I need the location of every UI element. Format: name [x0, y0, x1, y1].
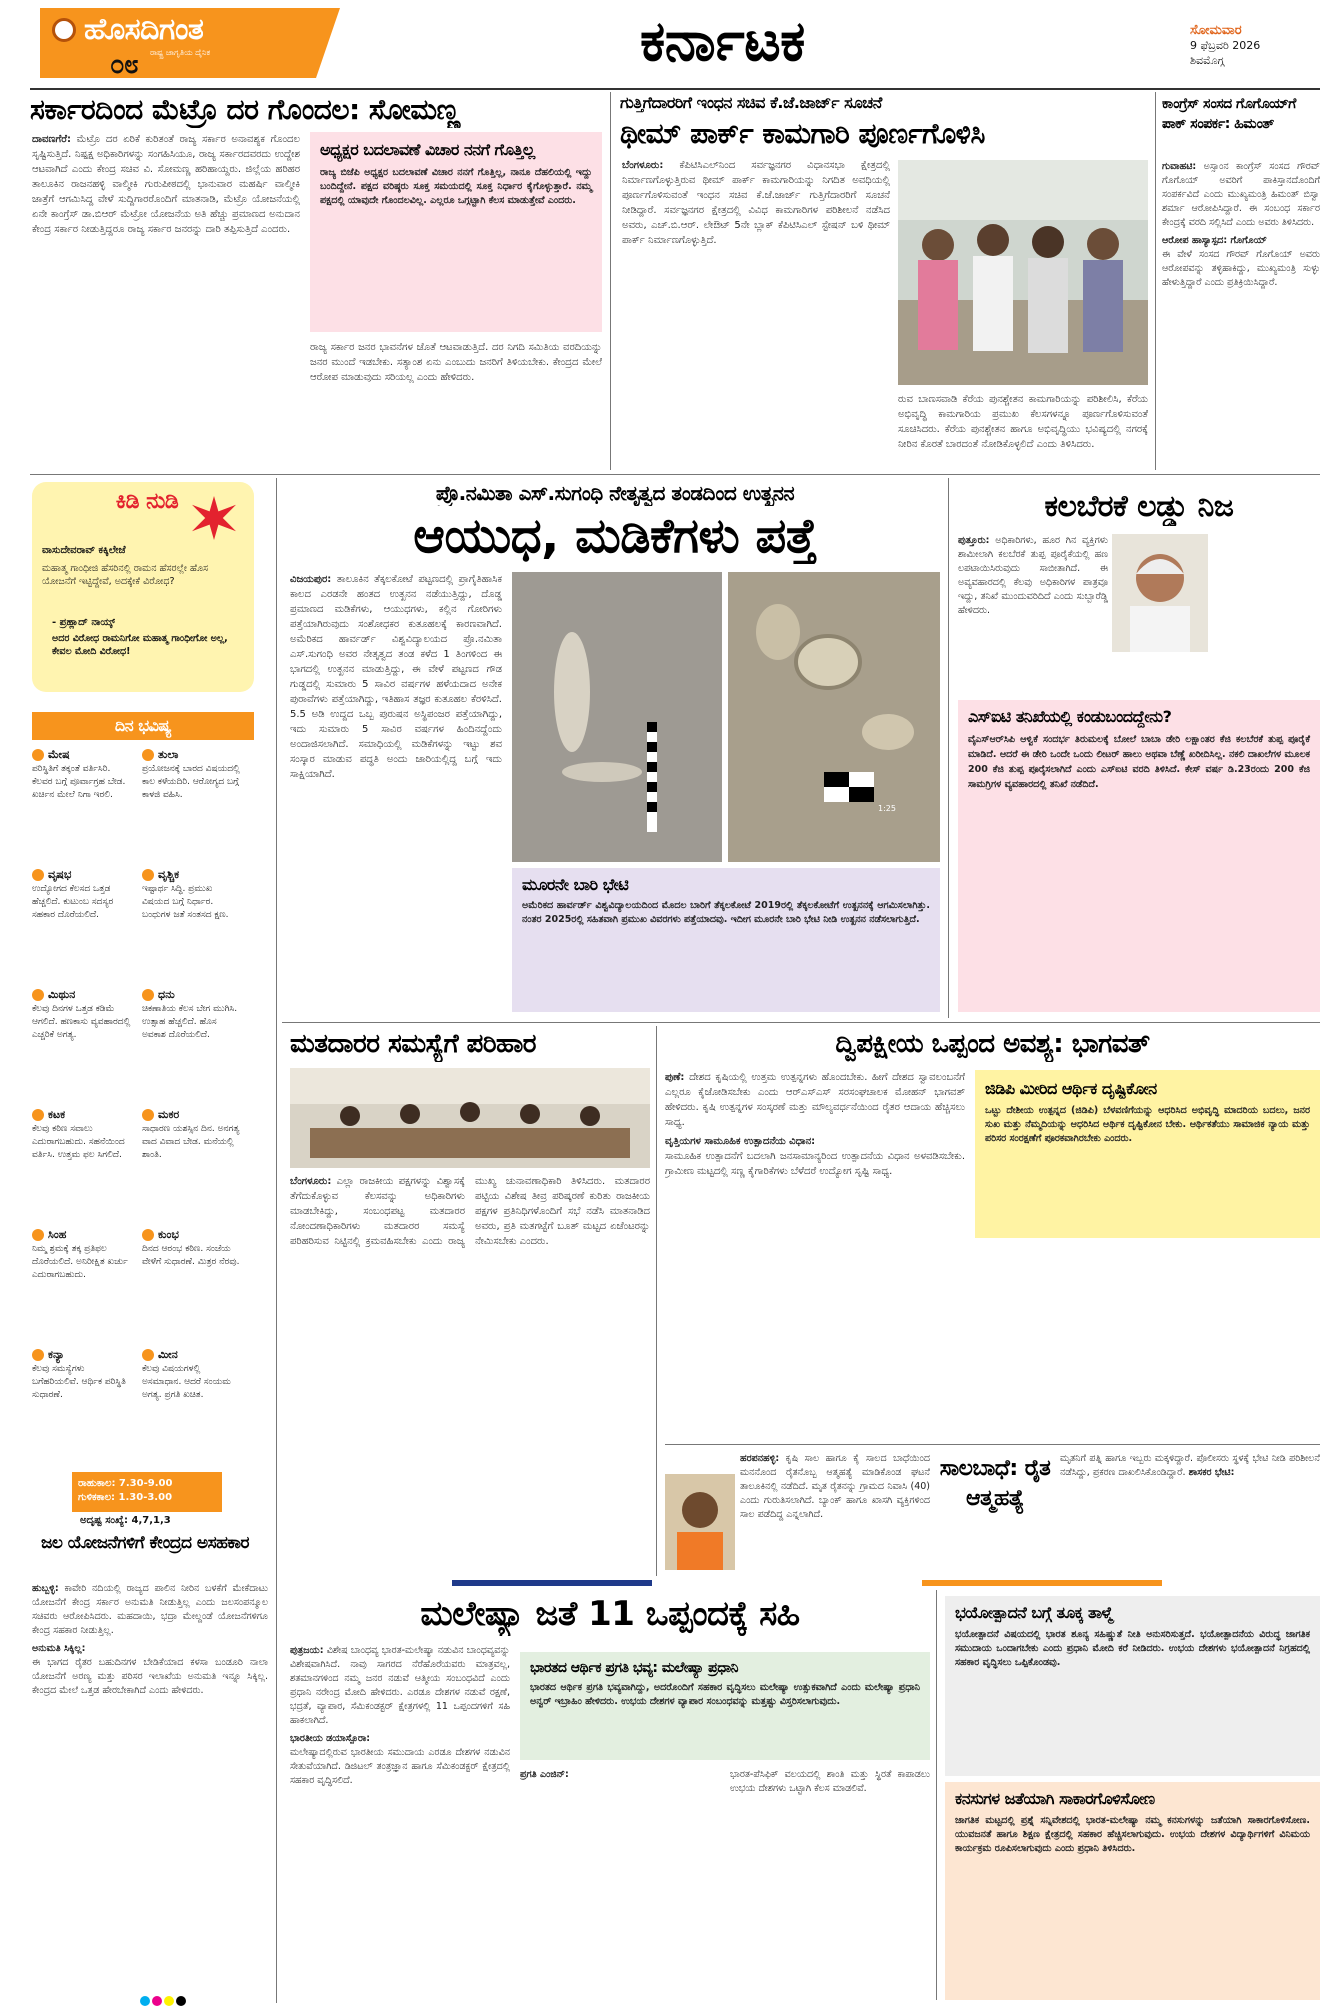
horoscope-sign-name	[32, 1108, 132, 1123]
story4-dateline: ವಿಜಯಪುರ:	[290, 574, 332, 585]
story1-body-col2: ರಾಜ್ಯ ಸರ್ಕಾರ ಜನರ ಭಾವನೆಗಳ ಜೊತೆ ಆಟವಾಡುತ್ತಿದೆ. ದರ ನಿಗದಿ ಸಮಿತಿಯ ವರದಿಯನ್ನು ಜನರ ಮುಂದೆ ಇಡಬೇಕು. ಸತ್ಯಾಂಶ ಏನು ಎಂಬುದು ಜನರಿಗೆ ತಿಳಿಯಬೇಕು. ಕೇಂದ್ರದ ಮೇಲೆ ಆರೋಪ ಮಾಡುವುದು ಸರಿಯಲ್ಲ ಎಂದು ಹೇಳಿದರು.	[310, 342, 602, 383]
horoscope-grid	[32, 748, 254, 1472]
divider-v6	[936, 1590, 937, 2000]
story10-box-title: ಭಾರತದ ಆರ್ಥಿಕ ಪ್ರಗತಿ ಭವ್ಯ: ಮಲೇಷ್ಯಾ ಪ್ರಧಾನಿ	[530, 1660, 738, 1676]
story8-body-col1	[740, 1452, 930, 1572]
story10-body2: ಮಲೇಷ್ಯಾದಲ್ಲಿರುವ ಭಾರತೀಯ ಸಮುದಾಯ ಎರಡೂ ದೇಶಗಳ ನಡುವಿನ ಸೇತುವೆಯಾಗಿದೆ. ಡಿಜಿಟಲ್ ತಂತ್ರಜ್ಞಾನ ಹಾಗೂ ಸೆಮಿಕಂಡಕ್ಟರ್ ಕ್ಷೇತ್ರದಲ್ಲಿ ಸಹಕಾರ ವೃದ್ಧಿಸಲಿದೆ.	[290, 1747, 510, 1786]
story7-dateline: ಪುಣೆ:	[665, 1072, 685, 1083]
horoscope-sign-label: ಧನು	[158, 988, 175, 1001]
horoscope-sign-label: ತುಲಾ	[158, 748, 179, 761]
story3-body2: ಈ ವೇಳೆ ಸಂಸದ ಗೌರವ್ ಗೊಗೊಯ್ ಅವರು ಆರೋಪವನ್ನು ತಳ್ಳಿಹಾಕಿದ್ದು, ಮುಖ್ಯಮಂತ್ರಿ ಸುಳ್ಳು ಹೇಳುತ್ತಿದ್ದಾರೆ ಎಂದು ಪ್ರತಿಕ್ರಿಯಿಸಿದ್ದಾರೆ.	[1162, 249, 1320, 288]
masthead-divider	[30, 88, 1320, 90]
story4-inset-box	[512, 868, 940, 1012]
horoscope-sign-name	[142, 1228, 242, 1243]
story1-dateline: ದಾವಣಗೆರೆ:	[32, 134, 71, 145]
story2-body1: ಕೆಪಿಟಿಸಿಎಲ್‌ನಿಂದ ಸರ್ವಜ್ಞನಗರ ವಿಧಾನಸಭಾ ಕ್ಷೇತ್ರದಲ್ಲಿ ನಿರ್ಮಾಣಗೊಳ್ಳುತ್ತಿರುವ ಥೀಮ್ ಪಾರ್ಕ್ ಕಾಮಗಾರಿಯನ್ನು ನಿಗದಿತ ಅವಧಿಯಲ್ಲಿ ಪೂರ್ಣಗೊಳಿಸುವಂತೆ ಇಂಧನ ಸಚಿವ ಕೆ.ಜೆ.ಜಾರ್ಜ್ ಗುತ್ತಿಗೆದಾರರಿಗೆ ಸೂಚನೆ ನೀಡಿದ್ದಾರೆ. ಸರ್ವಜ್ಞನಗರ ಕ್ಷೇತ್ರದಲ್ಲಿ ವಿವಿಧ ಕಾಮಗಾರಿಗಳ ಪರಿಶೀಲನೆ ನಡೆಸಿದ ಅವರು, ಎಚ್.ಬಿ.ಆರ್. ಲೇಔಟ್ 5ನೇ ಬ್ಲಾಕ್ ಕೆಪಿಟಿಸಿಎಲ್ ಸ್ಟೇಷನ್ ಬಳಿ ಥೀಮ್ ಪಾರ್ಕ್ ನಿರ್ಮಾಣಗೊಳ್ಳುತ್ತಿದೆ.	[622, 160, 890, 246]
story2-photo	[898, 160, 1148, 385]
story2-headline: ಥೀಮ್ ಪಾರ್ಕ್ ಕಾಮಗಾರಿ ಪೂರ್ಣಗೊಳಿಸಿ	[620, 117, 985, 150]
kidi-author: ವಾಸುದೇವರಾವ್ ಕಕ್ಕಿಲೇಜೆ	[42, 545, 126, 556]
divider-h2	[282, 1022, 1320, 1023]
story8-body2: ಮೃತನಿಗೆ ಪತ್ನಿ ಹಾಗೂ ಇಬ್ಬರು ಮಕ್ಕಳಿದ್ದಾರೆ. ಪೊಲೀಸರು ಸ್ಥಳಕ್ಕೆ ಭೇಟಿ ನೀಡಿ ಪರಿಶೀಲನೆ ನಡೆಸಿದ್ದು, ಪ್ರಕರಣ ದಾಖಲಿಸಿಕೊಂಡಿದ್ದಾರೆ.	[1060, 1453, 1320, 1478]
horoscope-sign	[32, 748, 132, 802]
story10-box	[520, 1652, 930, 1760]
story4-body-col1	[290, 572, 502, 1012]
story12-box	[945, 1782, 1320, 2000]
story3-dateline: ಗುವಾಹಟಿ:	[1162, 161, 1197, 172]
story10-subhead2: ಪ್ರಗತಿ ಎಂಜಿನ್:	[520, 1769, 569, 1780]
kidi-answer: ಅದರ ವಿರೋಧ ರಾಮನಿಗೋ ಮಹಾತ್ಮ ಗಾಂಧೀಗೋ ಅಲ್ಲ, ಕೇವಲ ಮೋದಿ ವಿರೋಧ!	[52, 633, 228, 657]
horoscope-sign-text: ಕೆಲವು ಸಮಸ್ಯೆಗಳು ಬಗೆಹರಿಯಲಿವೆ. ಆರ್ಥಿಕ ಪರಿಸ್ಥಿತಿ ಸುಧಾರಣೆ.	[32, 1363, 126, 1400]
horoscope-sign-label: ಕನ್ಯಾ	[48, 1348, 65, 1361]
story1-body-col1	[32, 132, 300, 467]
story8-portrait	[665, 1474, 735, 1570]
horoscope-sign	[142, 1108, 242, 1162]
horoscope-sign-text: ಪ್ರಯೋಜನಕ್ಕೆ ಬಾರದ ವಿಷಯದಲ್ಲಿ ಕಾಲ ಕಳೆಯದಿರಿ. ಆರೋಗ್ಯದ ಬಗ್ಗೆ ಕಾಳಜಿ ವಹಿಸಿ.	[142, 763, 240, 800]
story8-body1: ಕೃಷಿ ಸಾಲ ಹಾಗೂ ಕೈ ಸಾಲದ ಬಾಧೆಯಿಂದ ಮನನೊಂದ ರೈತನೊಬ್ಬ ಆತ್ಮಹತ್ಯೆ ಮಾಡಿಕೊಂಡ ಘಟನೆ ತಾಲೂಕಿನಲ್ಲಿ ನಡೆದಿದೆ. ಮೃತ ರೈತನನ್ನು ಗ್ರಾಮದ ನಿವಾಸಿ (40) ಎಂದು ಗುರುತಿಸಲಾಗಿದೆ. ಬ್ಯಾಂಕ್ ಹಾಗೂ ಖಾಸಗಿ ವ್ಯಕ್ತಿಗಳಿಂದ ಸಾಲ ಪಡೆದಿದ್ದ ಎನ್ನಲಾಗಿದೆ.	[740, 1453, 930, 1520]
pottery-excavation-illustration	[728, 572, 940, 862]
story6-body	[290, 1174, 650, 1574]
zodiac-icon	[32, 1349, 44, 1361]
story5-body1: ಅಧಿಕಾರಿಗಳು, ಹೂರ ಗಿನ ವ್ಯಕ್ತಿಗಳು ಶಾಮೀಲಾಗಿ ಕಲಬೆರಕೆ ತುಪ್ಪ ಪೂರೈಕೆಯಲ್ಲಿ ಹಣ ಲಪಟಾಯಿಸಿರುವುದು ಸಾಬೀತಾಗಿದೆ. ಈ ಅವ್ಯವಹಾರದಲ್ಲಿ ಕೆಲವು ಅಧಿಕಾರಿಗಳ ಪಾತ್ರವೂ ಇದ್ದು, ತನಿಖೆ ಮುಂದುವರಿದಿದೆ ಎಂದು ಸುಬ್ಬಾರೆಡ್ಡಿ ಹೇಳಿದರು.	[958, 535, 1108, 616]
divider-v3	[276, 478, 277, 2003]
horoscope-sign	[32, 1228, 132, 1282]
story6-photo	[290, 1068, 650, 1168]
horoscope-sign-label: ಕುಂಭ	[158, 1228, 179, 1241]
zodiac-icon	[32, 749, 44, 761]
divider-v1	[610, 92, 611, 470]
horoscope-sign-name	[142, 988, 242, 1003]
horoscope-sign-text: ನಿಮ್ಮ ಶ್ರಮಕ್ಕೆ ತಕ್ಕ ಪ್ರತಿಫಲ ದೊರೆಯಲಿದೆ. ಅನಿರೀಕ್ಷಿತ ಖರ್ಚು ಎದುರಾಗಬಹುದು.	[32, 1243, 128, 1280]
story2-kicker: ಗುತ್ತಿಗೆದಾರರಿಗೆ ಇಂಧನ ಸಚಿವ ಕೆ.ಜೆ.ಜಾರ್ಜ್ ಸೂಚನೆ	[620, 93, 882, 112]
horoscope-sign-name	[142, 868, 242, 883]
story1-headline: ಸರ್ಕಾರದಿಂದ ಮೆಟ್ರೊ ದರ ಗೊಂದಲ: ಸೋಮಣ್ಣ	[30, 93, 460, 126]
story4-inset-title: ಮೂರನೇ ಬಾರಿ ಭೇಟಿ	[522, 875, 629, 894]
horoscope-sign	[142, 1348, 242, 1402]
horoscope-sign	[142, 748, 242, 802]
story1-inset-body: ರಾಜ್ಯ ಬಿಜೆಪಿ ಅಧ್ಯಕ್ಷರ ಬದಲಾವಣೆ ವಿಚಾರ ನನಗೆ ಗೊತ್ತಿಲ್ಲ, ನಾನೂ ದೆಹಲಿಯಲ್ಲಿ ಇದ್ದು ಬಂದಿದ್ದೇನೆ. ಪಕ್ಷದ ವರಿಷ್ಠರು ಸೂಕ್ತ ಸಮಯದಲ್ಲಿ ಸೂಕ್ತ ನಿರ್ಧಾರ ಕೈಗೊಳ್ಳುತ್ತಾರೆ. ನಮ್ಮ ಪಕ್ಷದಲ್ಲಿ ಯಾವುದೇ ಗೊಂದಲವಿಲ್ಲ. ಎಲ್ಲರೂ ಒಗ್ಗಟ್ಟಾಗಿ ಕೆಲಸ ಮಾಡುತ್ತೇವೆ ಎಂದರು.	[320, 167, 592, 206]
logo-tagline: ರಾಷ್ಟ್ರ ಜಾಗೃತಿಯ ದೈನಿಕ	[150, 48, 211, 57]
story5-headline: ಕಲಬೆರಕೆ ಲಡ್ಡು ನಿಜ	[1044, 489, 1234, 524]
horoscope-sign-name	[32, 1348, 132, 1363]
horoscope-sign	[32, 1348, 132, 1402]
horoscope-sign-text: ಸಾಧಾರಣ ಯಶಸ್ಸಿನ ದಿನ. ಅನಗತ್ಯ ವಾದ ವಿವಾದ ಬೇಡ. ಮನೆಯಲ್ಲಿ ಶಾಂತಿ.	[142, 1123, 240, 1160]
horoscope-sign	[142, 988, 242, 1042]
story9-dateline: ಹುಬ್ಬಳ್ಳಿ:	[32, 1583, 59, 1594]
story10-dateline: ಪುತ್ರಜಯ:	[290, 1645, 324, 1656]
divider-v4	[948, 478, 949, 1018]
page-number: ೦೮	[110, 50, 139, 80]
strip-blue	[452, 1580, 652, 1586]
story7-body1: ದೇಶದ ಕೃಷಿಯಲ್ಲಿ ಉತ್ತಮ ಉತ್ಪನ್ನಗಳು ಹೊಂದಬೇಕು. ಹೀಗೆ ದೇಶದ ಸ್ವಾವಲಂಬನೆಗೆ ಎಲ್ಲರೂ ಕೈಜೋಡಿಸಬೇಕು ಎಂದು ಆರ್‌ಎಸ್‌ಎಸ್ ಸರಸಂಘಚಾಲಕ ಮೋಹನ್ ಭಾಗವತ್ ಹೇಳಿದರು. ಕೃಷಿ ಉತ್ಪನ್ನಗಳ ಸಂಸ್ಕರಣೆ ಮತ್ತು ಮೌಲ್ಯವರ್ಧನೆಯಿಂದ ರೈತರ ಆದಾಯ ಹೆಚ್ಚಿಸಲು ಸಾಧ್ಯ.	[665, 1072, 965, 1128]
reg-mark-cyan	[140, 1996, 150, 2006]
horoscope-sign-label: ಮಕರ	[158, 1108, 180, 1121]
story6-dateline: ಬೆಂಗಳೂರು:	[290, 1176, 332, 1187]
kidi-question: ಮಹಾತ್ಮ ಗಾಂಧೀಜಿ ಹೆಸರಿನಲ್ಲಿ ರಾಮನ ಹೆಸರಲ್ಲೇ ಹೊಸ ಯೋಜನೆಗೆ ಇಟ್ಟಿದ್ದೇವೆ, ಅದಕ್ಕೇಕೆ ವಿರೋಧ?	[42, 563, 209, 587]
horoscope-sign-label: ಕಟಕ	[48, 1108, 66, 1121]
masthead	[0, 0, 1325, 86]
date-day: ಸೋಮವಾರ	[1190, 23, 1242, 38]
story3-body	[1162, 160, 1320, 470]
story8-body-col2	[1060, 1452, 1320, 1572]
divider-h1	[30, 474, 1320, 475]
horoscope-sign-text: ಕೆಲವು ವಿಷಯಗಳಲ್ಲಿ ಅಸಮಾಧಾನ. ಆದರೆ ಸಂಯಮ ಅಗತ್ಯ. ಪ್ರಗತಿ ಖಚಿತ.	[142, 1363, 231, 1400]
horoscope-sign-name	[142, 1348, 242, 1363]
masthead-date-block	[1190, 22, 1320, 78]
story10-headline: ಮಲೇಷ್ಯಾ ಜತೆ 11 ಒಪ್ಪಂದಕ್ಕೆ ಸಹಿ	[420, 1594, 800, 1634]
divider-v5	[656, 1026, 657, 1576]
kidi-question-by: - ಪ್ರಹ್ಲಾದ್ ನಾಯ್ಕ್	[52, 617, 116, 628]
horoscope-sign	[142, 868, 242, 922]
zodiac-icon	[32, 1109, 44, 1121]
story12-headline: ಕನಸುಗಳ ಜತೆಯಾಗಿ ಸಾಕಾರಗೊಳಿಸೋಣ	[955, 1789, 1155, 1808]
story9-body1: ಕಾವೇರಿ ನದಿಯಲ್ಲಿ ರಾಜ್ಯದ ಪಾಲಿನ ನೀರಿನ ಬಳಕೆಗೆ ಮೇಕೆದಾಟು ಯೋಜನೆಗೆ ಕೇಂದ್ರ ಸರ್ಕಾರ ಅನುಮತಿ ನೀಡುತ್ತಿಲ್ಲ ಎಂದು ಜಲಸಂಪನ್ಮೂಲ ಸಚಿವರು ಆರೋಪಿಸಿದರು. ಮಹದಾಯಿ, ಭದ್ರಾ ಮೇಲ್ದಂಡೆ ಯೋಜನೆಗಳಿಗೂ ಕೇಂದ್ರ ಸಹಕಾರ ನೀಡುತ್ತಿಲ್ಲ.	[32, 1583, 268, 1636]
story1-inset-title: ಅಧ್ಯಕ್ಷರ ಬದಲಾವಣೆ ವಿಚಾರ ನನಗೆ ಗೊತ್ತಿಲ್ಲ	[320, 140, 535, 159]
story7-body-col2	[975, 1244, 1320, 1456]
story10-body-col1	[290, 1644, 510, 1999]
story5-inset-box	[958, 700, 1320, 1012]
logo-text: ಹೊಸದಿಗಂತ	[84, 12, 204, 47]
zodiac-icon	[142, 989, 154, 1001]
zodiac-icon	[142, 869, 154, 881]
rahukala: ರಾಹುಕಾಲ: 7.30-9.00	[78, 1478, 173, 1489]
horoscope-sign-text: ದಿನದ ಆರಂಭ ಕಠಿಣ. ಸಂಜೆಯ ವೇಳೆಗೆ ಸುಧಾರಣೆ. ಮಿತ್ರರ ನೆರವು.	[142, 1243, 240, 1267]
story7-box	[975, 1070, 1320, 1238]
horoscope-sign-label: ವೃಷಭ	[48, 868, 72, 881]
lucky-numbers: ಅದೃಷ್ಟ ಸಂಖ್ಯೆ: 4,7,1,3	[80, 1515, 171, 1526]
reg-mark-black	[176, 1996, 186, 2006]
story5-inset-title: ಎಸ್‌ಐಟಿ ತನಿಖೆಯಲ್ಲಿ ಕಂಡುಬಂದದ್ದೇನು?	[968, 707, 1172, 726]
farmer-portrait-illustration	[665, 1474, 735, 1570]
horoscope-sign-text: ಇಷ್ಟಾರ್ಥ ಸಿದ್ಧಿ. ಪ್ರಮುಖ ವಿಷಯದ ಬಗ್ಗೆ ನಿರ್ಧಾರ. ಬಂಧುಗಳ ಜತೆ ಸಂತಸದ ಕ್ಷಣ.	[142, 883, 229, 920]
story9-subhead: ಅನುಮತಿ ಸಿಕ್ಕಿಲ್ಲ:	[32, 1643, 86, 1654]
date-full: 9 ಫೆಬ್ರವರಿ 2026	[1190, 39, 1261, 53]
story7-box-title: ಜಿಡಿಪಿ ಮೀರಿದ ಆರ್ಥಿಕ ದೃಷ್ಟಿಕೋನ	[985, 1079, 1157, 1098]
story9-body	[32, 1582, 268, 1997]
zodiac-icon	[142, 1229, 154, 1241]
gulikakala: ಗುಳಿಕಕಾಲ: 1.30-3.00	[78, 1492, 173, 1503]
story2-dateline: ಬೆಂಗಳೂರು:	[622, 160, 664, 171]
story1-body1: ಮೆಟ್ರೊ ದರ ಏರಿಕೆ ಕುರಿತಂತೆ ರಾಜ್ಯ ಸರ್ಕಾರ ಅನಾವಶ್ಯಕ ಗೊಂದಲ ಸೃಷ್ಟಿಸುತ್ತಿದೆ. ನಿಷ್ಪಕ್ಷ ಅಧಿಕಾರಿಗಳನ್ನು ಸಂಗಹಿಸಿಯೂ, ರಾಜ್ಯ ಸರ್ಕಾರದವರದು ಉದ್ದೇಶ ಆಟವಾಗಿದೆ ಎಂದು ಕೇಂದ್ರ ಸಚಿವ ವಿ. ಸೋಮಣ್ಣ ಹರಿಹಾಯ್ದರು. ಜಿಲ್ಲೆಯ ಹರಿಹರ ತಾಲೂಕಿನ ರಾಜನಹಳ್ಳಿ ವಾಲ್ಮೀಕಿ ಗುರುಪೀಠದಲ್ಲಿ ಭಾನುವಾರ ಮಹರ್ಷಿ ವಾಲ್ಮೀಕಿ ಜಾತ್ರೆಗೆ ಆಗಮಿಸಿದ್ದ ವೇಳೆ ಸುದ್ದಿಗಾರರೊಂದಿಗೆ ಮಾತನಾಡಿ, ಮೆಟ್ರೊ ಯೋಜನೆಯಲ್ಲಿ ಏನೇ ಕಾಂಗ್ರೆಸ್ ಡಾ.ಬಿಆರ್ ಮೆಟ್ರೋ ಯೋಜನೆಯ ಅತಿ ಹೆಚ್ಚು ಪ್ರಮಾಣದ ಅನುದಾನ ಕೇಂದ್ರ ಸರ್ಕಾರ ನೀಡುತ್ತಿದ್ದರೂ ರಾಜ್ಯ ಸರ್ಕಾರ ಜನರನ್ನು ದಾರಿ ತಪ್ಪಿಸುತ್ತಿದೆ ಎಂದರು.	[32, 134, 300, 235]
story10-body-col2	[520, 1768, 930, 1998]
photo-officials-illustration	[898, 160, 1148, 385]
story1-inset-box	[310, 132, 602, 332]
horoscope-sign-label: ವೃಶ್ಚಿಕ	[158, 868, 180, 881]
story3-body1: ಅಸ್ಸಾಂನ ಕಾಂಗ್ರೆಸ್ ಸಂಸದ ಗೌರವ್ ಗೊಗೊಯ್ ಅವರಿಗೆ ಪಾಕಿಸ್ತಾನದೊಂದಿಗೆ ಸಂಪರ್ಕವಿದೆ ಎಂದು ಮುಖ್ಯಮಂತ್ರಿ ಹಿಮಂತ್ ಬಿಸ್ವಾ ಶರ್ಮಾ ಆರೋಪಿಸಿದ್ದಾರೆ. ಈ ಸಂಬಂಧ ಸರ್ಕಾರ ಕೇಂದ್ರಕ್ಕೆ ವರದಿ ಸಲ್ಲಿಸಿದೆ ಎಂದು ಅವರು ತಿಳಿಸಿದರು.	[1162, 161, 1320, 228]
zodiac-icon	[32, 989, 44, 1001]
skeleton-excavation-illustration	[512, 572, 722, 862]
story4-headline: ಆಯುಧ, ಮಡಿಕೆಗಳು ಪತ್ತೆ	[413, 508, 817, 564]
divider-v2	[1155, 92, 1156, 470]
story9-body2: ಈ ಭಾಗದ ರೈತರ ಬಹುದಿನಗಳ ಬೇಡಿಕೆಯಾದ ಕಳಸಾ ಬಂಡೂರಿ ನಾಲಾ ಯೋಜನೆಗೆ ಅರಣ್ಯ ಮತ್ತು ಪರಿಸರ ಇಲಾಖೆಯ ಅನುಮತಿ ಇನ್ನೂ ಸಿಕ್ಕಿಲ್ಲ. ಕೇಂದ್ರದ ಮೇಲೆ ಒತ್ತಡ ಹೇರಬೇಕಾಗಿದೆ ಎಂದು ಹೇಳಿದರು.	[32, 1657, 268, 1696]
story5-portrait	[1112, 534, 1208, 652]
story6-headline: ಮತದಾರರ ಸಮಸ್ಯೆಗೆ ಪರಿಹಾರ	[290, 1029, 537, 1059]
story10-body3: ಭಾರತ-ಪೆಸಿಫಿಕ್ ವಲಯದಲ್ಲಿ ಶಾಂತಿ ಮತ್ತು ಸ್ಥಿರತೆ ಕಾಪಾಡಲು ಉಭಯ ದೇಶಗಳು ಒಟ್ಟಾಗಿ ಕೆಲಸ ಮಾಡಲಿವೆ.	[730, 1769, 930, 1794]
strip-orange	[922, 1580, 1162, 1586]
story12-body: ಜಾಗತಿಕ ಮಟ್ಟದಲ್ಲಿ ಪ್ರಶ್ನೆ ಸನ್ನಿವೇಶದಲ್ಲಿ ಭಾರತ-ಮಲೇಷ್ಯಾ ನಮ್ಮ ಕನಸುಗಳನ್ನು ಜತೆಯಾಗಿ ಸಾಕಾರಗೊಳಿಸೋಣ. ಯುವಜನತೆ ಹಾಗೂ ಶಿಕ್ಷಣ ಕ್ಷೇತ್ರದಲ್ಲಿ ಸಹಕಾರ ಹೆಚ್ಚಿಸಲಾಗುವುದು. ಉಭಯ ದೇಶಗಳ ವಿದ್ಯಾರ್ಥಿಗಳಿಗೆ ವಿನಿಮಯ ಕಾರ್ಯಕ್ರಮ ರೂಪಿಸಲಾಗುವುದು ಎಂದು ಪ್ರಧಾನಿ ತಿಳಿಸಿದರು.	[955, 1815, 1310, 1854]
story8-dateline: ಹರಪನಹಳ್ಳಿ:	[740, 1453, 780, 1464]
horoscope-sign-text: ಉದ್ಯೋಗದ ಕೆಲಸದ ಒತ್ತಡ ಹೆಚ್ಚಲಿದೆ. ಕುಟುಂಬ ಸದಸ್ಯರ ಸಹಕಾರ ದೊರೆಯಲಿದೆ.	[32, 883, 114, 920]
section-title: ಕರ್ನಾಟಕ	[640, 10, 805, 74]
zodiac-icon	[32, 1229, 44, 1241]
story4-body1: ತಾಲೂಕಿನ ತೆಕ್ಕಲಕೋಟೆ ಪಟ್ಟಣದಲ್ಲಿ ಪ್ರಾಗೈತಿಹಾಸಿಕ ಕಾಲದ ಎರಡನೇ ಹಂತದ ಉತ್ಖನನ ನಡೆಯುತ್ತಿದ್ದು, ದೊಡ್ಡ ಪ್ರಮಾಣದ ಮಡಿಕೆಗಳು, ಆಯುಧಗಳು, ಕಲ್ಲಿನ ಗೋರಿಗಳು ಪತ್ತೆಯಾಗಿರುವುದು ಸಂಶೋಧಕರ ಕುತೂಹಲಕ್ಕೆ ಕಾರಣವಾಗಿದೆ. ಅಮೆರಿಕದ ಹಾರ್ವರ್ಡ್ ವಿಶ್ವವಿದ್ಯಾಲಯದ ಪ್ರೊ.ನಮಿತಾ ಎಸ್.ಸುಗಂಧಿ ಅವರ ನೇತೃತ್ವದ ತಂಡ ಕಳೆದ 1 ತಿಂಗಳಿಂದ ಈ ಭಾಗದಲ್ಲಿ ಉತ್ಖನನ ಮಾಡುತ್ತಿದ್ದು, ಈ ವೇಳೆ ಪಟ್ಟಣದ ಗೌಡ ಗುಡ್ಡದಲ್ಲಿ ಸುಮಾರು 5 ಸಾವಿರ ವರ್ಷಗಳ ಹಳೆಯದಾದ ಅನೇಕ ಪುರಾವೆಗಳು ಪತ್ತೆಯಾಗಿದ್ದು, ಇತಿಹಾಸ ತಜ್ಞರ ಕುತೂಹಲ ಕೆರಳಿಸಿದೆ.	[290, 574, 502, 705]
horoscope-sign-name	[32, 748, 132, 763]
horoscope-sign	[32, 868, 132, 922]
horoscope-sign-label: ಮಿಥುನ	[48, 988, 76, 1001]
story9-headline: ಜಲ ಯೋಜನೆಗಳಿಗೆ ಕೇಂದ್ರದ ಅಸಹಕಾರ	[40, 1533, 250, 1553]
story4-photo-skeleton	[512, 572, 722, 862]
horoscope-sign-text: ಚಿಕಣಾತಿಯ ಕೆಲಸ ಬೇಗ ಮುಗಿಸಿ. ಉತ್ಸಾಹ ಹೆಚ್ಚಲಿದೆ. ಹೊಸ ಅವಕಾಶ ದೊರೆಯಲಿದೆ.	[142, 1003, 238, 1040]
story4-kicker: ಪ್ರೊ.ನಮಿತಾ ಎಸ್.ಸುಗಂಧಿ ನೇತೃತ್ವದ ತಂಡದಿಂದ ಉತ್ಖನನ	[435, 481, 795, 505]
story2-body-col1	[622, 158, 890, 470]
horoscope-sign-label: ಸಿಂಹ	[48, 1228, 67, 1241]
story7-body2: ಸಾಮೂಹಿಕ ಉತ್ಪಾದನೆಗೆ ಬದಲಾಗಿ ಜನಸಾಮಾನ್ಯರಿಂದ ಉತ್ಪಾದನೆಯ ವಿಧಾನ ಅಳವಡಿಸಬೇಕು. ಗ್ರಾಮೀಣ ಮಟ್ಟದಲ್ಲಿ ಸಣ್ಣ ಕೈಗಾರಿಕೆಗಳು ಬೆಳೆದರೆ ಉದ್ಯೋಗ ಸೃಷ್ಟಿ ಸಾಧ್ಯ.	[665, 1151, 965, 1177]
story5-dateline: ಪುತ್ತೂರು:	[958, 535, 990, 546]
portrait-illustration	[1112, 534, 1208, 652]
zodiac-icon	[142, 749, 154, 761]
story3-subhead: ಆರೋಪ ಹಾಸ್ಯಾಸ್ಪದ: ಗೊಗೊಯ್	[1162, 235, 1267, 246]
kidi-spark-icon	[192, 496, 236, 540]
story5-body-right	[1212, 534, 1320, 694]
scale-label: 1:25	[878, 804, 896, 813]
zodiac-icon	[142, 1109, 154, 1121]
horoscope-sign-text: ಕೆಲವು ದಿನಗಳ ಒತ್ತಡ ಕಡಿಮೆ ಆಗಲಿದೆ. ಹಣಕಾಸು ವ್ಯವಹಾರದಲ್ಲಿ ಎಚ್ಚರಿಕೆ ಅಗತ್ಯ.	[32, 1003, 131, 1040]
horoscope-sign-text: ಪರಿಸ್ಥಿತಿಗೆ ತಕ್ಕಂತೆ ವರ್ತಿಸಿರಿ. ಕೆಲವರ ಬಗ್ಗೆ ಪೂರ್ವಾಗ್ರಹ ಬೇಡ. ಖರ್ಚಿನ ಮೇಲೆ ನಿಗಾ ಇರಲಿ.	[32, 763, 126, 800]
story6-body1: ಎಲ್ಲಾ ರಾಜಕೀಯ ಪಕ್ಷಗಳನ್ನು ವಿಶ್ವಾಸಕ್ಕೆ ತೆಗೆದುಕೊಳ್ಳುವ ಕೆಲಸವನ್ನು ಅಧಿಕಾರಿಗಳು ಮಾಡಬೇಕಿದ್ದು, ಸಂಬಂಧಪಟ್ಟ ಮತದಾರರ ನೋಂದಣಾಧಿಕಾರಿಗಳು ಮತದಾರರ ಸಮಸ್ಯೆ ಪರಿಹರಿಸುವ ನಿಟ್ಟಿನಲ್ಲಿ ಕ್ರಮವಹಿಸಬೇಕು ಎಂದು ರಾಜ್ಯ ಮುಖ್ಯ ಚುನಾವಣಾಧಿಕಾರಿ ತಿಳಿಸಿದರು. ಮತದಾರರ ಪಟ್ಟಿಯ ವಿಶೇಷ ತೀವ್ರ ಪರಿಷ್ಕರಣೆ ಕುರಿತು ರಾಜಕೀಯ ಪಕ್ಷಗಳ ಪ್ರತಿನಿಧಿಗಳೊಂದಿಗೆ ಸಭೆ ನಡೆಸಿ ಮಾತನಾಡಿದ ಅವರು, ಪ್ರತಿ ಮತಗಟ್ಟೆಗೆ ಬೂತ್ ಮಟ್ಟದ ಏಜೆಂಟರನ್ನು ನೇಮಿಸಬೇಕು ಎಂದರು.	[290, 1176, 650, 1247]
horoscope-sign-name	[142, 1108, 242, 1123]
story5-inset-body: ವೈಎಸ್‌ಆರ್‌ಸಿಪಿ ಆಳ್ವಿಕೆ ಸಂದರ್ಭ ತಿರುಮಲಕ್ಕೆ ಬೋಲೆ ಬಾಬಾ ಡೇರಿ ಲಕ್ಷಾಂತರ ಕೆಜಿ ಕಲಬೆರಕೆ ತುಪ್ಪ ಪೂರೈಕೆ ಮಾಡಿದೆ. ಆದರೆ ಈ ಡೇರಿ ಒಂದೇ ಒಂದು ಲೀಟರ್ ಹಾಲು ಅಥವಾ ಬೆಣ್ಣೆ ಖರೀದಿಸಿಲ್ಲ. ನಕಲಿ ದಾಖಲೆಗಳ ಮೂಲಕ 200 ಕೆಜಿ ತುಪ್ಪ ಪೂರೈಸಲಾಗಿದೆ ಎಂದು ಎಸ್‌ಐಟಿ ವರದಿ ತಿಳಿಸಿದೆ. ಕೇಸ್ ವರ್ಷ ಡಿ.23ರಂದು 200 ಕೆಜಿ ಸಾಮಗ್ರಿಗಳ ವ್ಯವಹಾರದಲ್ಲಿ ತನಿಖೆ ನಡೆದಿದೆ.	[968, 734, 1310, 790]
horoscope-sign-label: ಮೀನ	[158, 1348, 178, 1361]
story3-headline: ಕಾಂಗ್ರೆಸ್ ಸಂಸದ ಗೊಗೊಯ್‌ಗೆ ಪಾಕ್ ಸಂಪರ್ಕ: ಹಿಮಂತ್	[1162, 96, 1296, 132]
story8-headline: ಸಾಲಬಾಧೆ: ರೈತ ಆತ್ಮಹತ್ಯೆ	[939, 1456, 1051, 1511]
horoscope-sign-name	[142, 748, 242, 763]
story11-box	[945, 1596, 1320, 1776]
kidi-title: ಕಿಡಿ ನುಡಿ	[115, 490, 179, 514]
story10-body1: ವಿಶೇಷ ಬಾಂಧವ್ಯ ಭಾರತ-ಮಲೇಷ್ಯಾ ನಡುವಿನ ಬಾಂಧವ್ಯವನ್ನು ವಿಶೇಷವಾಗಿಸಿದೆ. ನಾವು ಸಾಗರದ ನೆರೆಹೊರೆಯವರು ಮಾತ್ರವಲ್ಲ, ಶತಮಾನಗಳಿಂದ ನಮ್ಮ ಜನರ ನಡುವೆ ಆತ್ಮೀಯ ಸಂಬಂಧವಿದೆ ಎಂದು ಪ್ರಧಾನಿ ನರೇಂದ್ರ ಮೋದಿ ಹೇಳಿದರು. ಎರಡೂ ದೇಶಗಳ ನಡುವೆ ರಕ್ಷಣೆ, ಭದ್ರತೆ, ವ್ಯಾಪಾರ, ಸೆಮಿಕಂಡಕ್ಟರ್ ಕ್ಷೇತ್ರಗಳಲ್ಲಿ 11 ಒಪ್ಪಂದಗಳಿಗೆ ಸಹಿ ಹಾಕಲಾಗಿದೆ.	[290, 1645, 510, 1726]
kidi-box	[32, 482, 254, 692]
reg-mark-magenta	[152, 1996, 162, 2006]
story10-subhead: ಭಾರತೀಯ ಡಯಾಸ್ಪೊರಾ:	[290, 1733, 371, 1744]
story4-inset-body: ಅಮೆರಿಕದ ಹಾರ್ವರ್ಡ್ ವಿಶ್ವವಿದ್ಯಾಲಯದಿಂದ ಮೊದಲ ಬಾರಿಗೆ ತೆಕ್ಕಲಕೋಟೆ 2019ರಲ್ಲಿ ತೆಕ್ಕಲಕೋಟೆಗೆ ಉತ್ಖನನಕ್ಕೆ ಆಗಮಿಸಲಾಗಿತ್ತು. ನಂತರ 2025ರಲ್ಲಿ ಸಹಿತವಾಗಿ ಪ್ರಮುಖ ವಿವರಗಳು ಪತ್ತೆಯಾದವು. ಇದೀಗ ಮೂರನೇ ಬಾರಿ ಭೇಟಿ ನೀಡಿ ಉತ್ಖನನ ನಡೆಸಲಾಗುತ್ತಿದೆ.	[522, 900, 930, 925]
horoscope-title: ದಿನ ಭವಿಷ್ಯ	[32, 712, 254, 740]
story10-box-body: ಭಾರತದ ಆರ್ಥಿಕ ಪ್ರಗತಿ ಭವ್ಯವಾಗಿದ್ದು, ಅದರೊಂದಿಗೆ ಸಹಕಾರ ವೃದ್ಧಿಸಲು ಮಲೇಷ್ಯಾ ಉತ್ಸುಕವಾಗಿದೆ ಎಂದು ಮಲೇಷ್ಯಾ ಪ್ರಧಾನಿ ಅನ್ವರ್ ಇಬ್ರಾಹಿಂ ಹೇಳಿದರು. ಉಭಯ ದೇಶಗಳ ವ್ಯಾಪಾರ ಸಂಬಂಧವನ್ನು ಮತ್ತಷ್ಟು ವಿಸ್ತರಿಸಲಾಗುವುದು.	[530, 1682, 920, 1707]
story4-photo-pots	[728, 572, 940, 862]
story7-headline: ದ್ವಿಪಕ್ಷೀಯ ಒಪ್ಪಂದ ಅವಶ್ಯ: ಭಾಗವತ್	[835, 1029, 1150, 1059]
horoscope-sign-name	[32, 868, 132, 883]
divider-h3	[665, 1444, 1320, 1445]
story11-headline: ಭಯೋತ್ಪಾದನೆ ಬಗ್ಗೆ ತೂಕ್ಕ ತಾಳ್ಮೆ	[955, 1603, 1113, 1622]
story11-body: ಭಯೋತ್ಪಾದನೆ ವಿಷಯದಲ್ಲಿ ಭಾರತ ಶೂನ್ಯ ಸಹಿಷ್ಣುತೆ ನೀತಿ ಅನುಸರಿಸುತ್ತದೆ. ಭಯೋತ್ಪಾದನೆಯ ವಿರುದ್ಧ ಜಾಗತಿಕ ಸಮುದಾಯ ಒಂದಾಗಬೇಕು ಎಂದು ಪ್ರಧಾನಿ ಮೋದಿ ಕರೆ ನೀಡಿದರು. ಉಭಯ ದೇಶಗಳು ಭಯೋತ್ಪಾದನೆ ನಿಗ್ರಹದಲ್ಲಿ ಸಹಕಾರ ವೃದ್ಧಿಸಲು ಒಪ್ಪಿಕೊಂಡವು.	[955, 1629, 1310, 1668]
horoscope-sign	[32, 1108, 132, 1162]
meeting-room-illustration	[290, 1068, 650, 1168]
story7-box-body: ಒಟ್ಟು ದೇಶೀಯ ಉತ್ಪನ್ನದ (ಜಿಡಿಪಿ) ಬೆಳವಣಿಗೆಯನ್ನು ಆಧರಿಸಿದ ಅಭಿವೃದ್ಧಿ ಮಾದರಿಯ ಬದಲು, ಜನರ ಸುಖ ಮತ್ತು ನೆಮ್ಮದಿಯನ್ನು ಆಧರಿಸಿದ ಆರ್ಥಿಕ ದೃಷ್ಟಿಕೋನ ಬೇಕು. ಆರ್ಥಿಕತೆಯು ಸಾಮಾಜಿಕ ನ್ಯಾಯ ಮತ್ತು ಪರಿಸರ ಸಂರಕ್ಷಣೆಗೆ ಪೂರಕವಾಗಿರಬೇಕು ಎಂದರು.	[985, 1105, 1310, 1144]
story5-body	[958, 534, 1108, 694]
horoscope-timings	[72, 1472, 222, 1512]
logo-emblem-icon	[52, 18, 76, 42]
horoscope-sign	[32, 988, 132, 1042]
zodiac-icon	[142, 1349, 154, 1361]
story8-subhead: ಶಾಸಕರ ಭೇಟಿ:	[1188, 1467, 1235, 1478]
story2-body-col2: ರುವ ಬಾಣಸವಾಡಿ ಕೆರೆಯ ಪುನಶ್ಚೇತನ ಕಾಮಗಾರಿಯನ್ನು ಪರಿಶೀಲಿಸಿ, ಕೆರೆಯ ಅಭಿವೃದ್ಧಿ ಕಾಮಗಾರಿಯ ಪ್ರಮುಖ ಕೆಲಸಗಳನ್ನೂ ಪೂರ್ಣಗೊಳಿಸುವಂತೆ ಸೂಚಿಸಿದರು. ಕೆರೆಯ ಪುನಶ್ಚೇತನ ಹಾಗೂ ಅಭಿವೃದ್ಧಿಯು ಭವಿಷ್ಯದಲ್ಲಿ ನಗರಕ್ಕೆ ನೀರಿನ ಕೊರತೆ ಬಾರದಂತೆ ನೋಡಿಕೊಳ್ಳಲಿದೆ ಎಂದು ತಿಳಿಸಿದರು.	[898, 394, 1148, 450]
horoscope-sign-label: ಮೇಷ	[48, 748, 70, 761]
horoscope-sign-text: ಕೆಲವು ಕಠಿಣ ಸವಾಲು ಎದುರಾಗಬಹುದು. ಸಹನೆಯಿಂದ ವರ್ತಿಸಿ. ಉತ್ತಮ ಫಲ ಸಿಗಲಿದೆ.	[32, 1123, 125, 1160]
reg-mark-yellow	[164, 1996, 174, 2006]
strip-divider	[282, 1580, 1320, 1586]
zodiac-icon	[32, 869, 44, 881]
story7-subhead: ವೃತ್ತಿಯಗಳ ಸಾಮೂಹಿಕ ಉತ್ಪಾದನೆಯ ವಿಧಾನ:	[665, 1136, 816, 1147]
horoscope-sign-name	[32, 1228, 132, 1243]
horoscope-sign	[142, 1228, 242, 1269]
date-city: ಶಿವಮೊಗ್ಗ	[1190, 53, 1225, 67]
story7-body-col1	[665, 1070, 965, 1456]
story4-body2: 5.5 ಅಡಿ ಉದ್ದದ ಒಬ್ಬ ಪುರುಷನ ಅಸ್ಥಿಪಂಜರ ಪತ್ತೆಯಾಗಿದ್ದು, ಇದು ಸುಮಾರು 5 ಸಾವಿರ ವರ್ಷಗಳ ಹಿಂದಿನದ್ದೆಂದು ಅಂದಾಜಿಸಲಾಗಿದೆ. ಸಮಾಧಿಯಲ್ಲಿ ಮಡಿಕೆಗಳನ್ನು ಇಟ್ಟು ಶವ ಸಂಸ್ಕಾರ ಮಾಡುವ ಪದ್ಧತಿ ಅಂದು ಜಾರಿಯಲ್ಲಿದ್ದ ಬಗ್ಗೆ ಇದು ಸಾಕ್ಷಿಯಾಗಿದೆ.	[290, 709, 502, 780]
horoscope-sign-name	[32, 988, 132, 1003]
